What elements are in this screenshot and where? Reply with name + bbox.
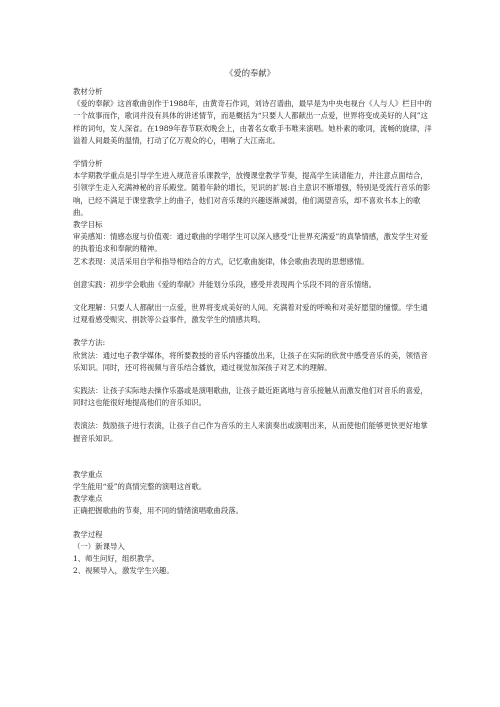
section-heading-textbook-analysis: 教材分析 [73, 87, 103, 96]
section-heading-learner-analysis: 学情分析 [73, 159, 103, 169]
section-heading-teaching-goals: 教学目标 [73, 220, 103, 230]
paragraph-appreciation-method: 欣赏法：通过电子教学媒体，将所要教授的音乐内容播放出来，让孩子在实际的欣赏中感受音乐的美，领悟音乐知识。同时，还可将视频与音乐结合播放，通过视觉加深孩子对艺术的理解。 [73, 350, 428, 372]
section-heading-difficulties: 教学难点 [73, 494, 103, 504]
paragraph-key-points: 学生能用“爱”的真情完整的演唱这首歌。 [73, 482, 207, 492]
paragraph-difficulties: 正确把握歌曲的节奏，用不同的情绪演唱歌曲段落。 [73, 506, 243, 516]
subheading-new-lesson-intro: （一）新课导入 [73, 541, 125, 551]
paragraph-practice-method: 实践法：让孩子实际地去操作乐器或是演唱歌曲，让孩子最近距离地与音乐接触从而激发他们对音乐的喜爱，同时这也能很好地提高他们的音乐知识。 [73, 386, 428, 408]
list-item-step-2: 2、视频导入，激发学生兴趣。 [73, 566, 174, 576]
section-heading-key-points: 教学重点 [73, 469, 103, 479]
document-body [73, 86, 435, 578]
paragraph-creative-practice: 创意实践：初步学会歌曲《爱的奉献》并能划分乐段，感受并表现两个乐段不同的音乐情绪。 [73, 279, 377, 289]
paragraph-aesthetic-perception: 审美感知：情感态度与价值观：通过歌曲的学唱学生可以深入感受“让世界充满爱”的真挚情感，激发学生对爱的执着追求和奉献的精神。 [73, 232, 428, 254]
paragraph-artistic-expression: 艺术表现：灵活采用自学和指导相结合的方式，记忆歌曲旋律，体会歌曲表现的思想感情。 [73, 256, 369, 266]
section-heading-teaching-methods: 教学方法: [73, 338, 106, 348]
section-heading-teaching-process: 教学过程 [73, 529, 103, 539]
paragraph-performance-method: 表演法：鼓励孩子进行表演，让孩子自己作为音乐的主人来演奏出或演唱出来，从而使他们能够更快更好地掌握音乐知识。 [73, 421, 428, 443]
paragraph-textbook-analysis: 《爱的奉献》这首歌曲创作于1988年，由黄奇石作词，刘诗召谱曲，最早是为中央电视台《人与人》栏目中的一个故事而作，歌词并没有具体的讲述情节，而是概括为“只要人人都献出一点爱，世界将变成美好的人间”这样的词句，发人深省。在1989年春节联欢晚会上，由著名女歌手韦唯来演唱。她朴素的歌词，流畅的旋律，洋溢着人间最美的温情，打动了亿万观众的心，唱响了大江南北。 [73, 99, 432, 145]
document-title: 《爱的奉献》 [225, 68, 275, 78]
paragraph-learner-analysis: 本学期教学重点是引导学生进入规范音乐课教学，放慢课堂教学节奏，提高学生读谱能力，并注意点面结合，引领学生走入充满神秘的音乐殿堂。随着年龄的增长，见识的扩展:自主意识不断增强，特别是受流行音乐的影响，已经不满足于课堂教学上的曲子，他们对音乐课的兴趣逐渐减弱，他们渴望音乐，却不喜欢书本上的歌曲。 [73, 171, 431, 217]
paragraph-cultural-understanding: 文化理解：只要人人都献出一点爱，世界将变成美好的人间。充满着对爱的呼唤和对美好愿望的憧憬。学生通过观看感受赈灾、捐款等公益事件，激发学生的情感共鸣。 [73, 303, 428, 325]
list-item-step-1: 1、师生问好，组织教学。 [73, 554, 160, 564]
